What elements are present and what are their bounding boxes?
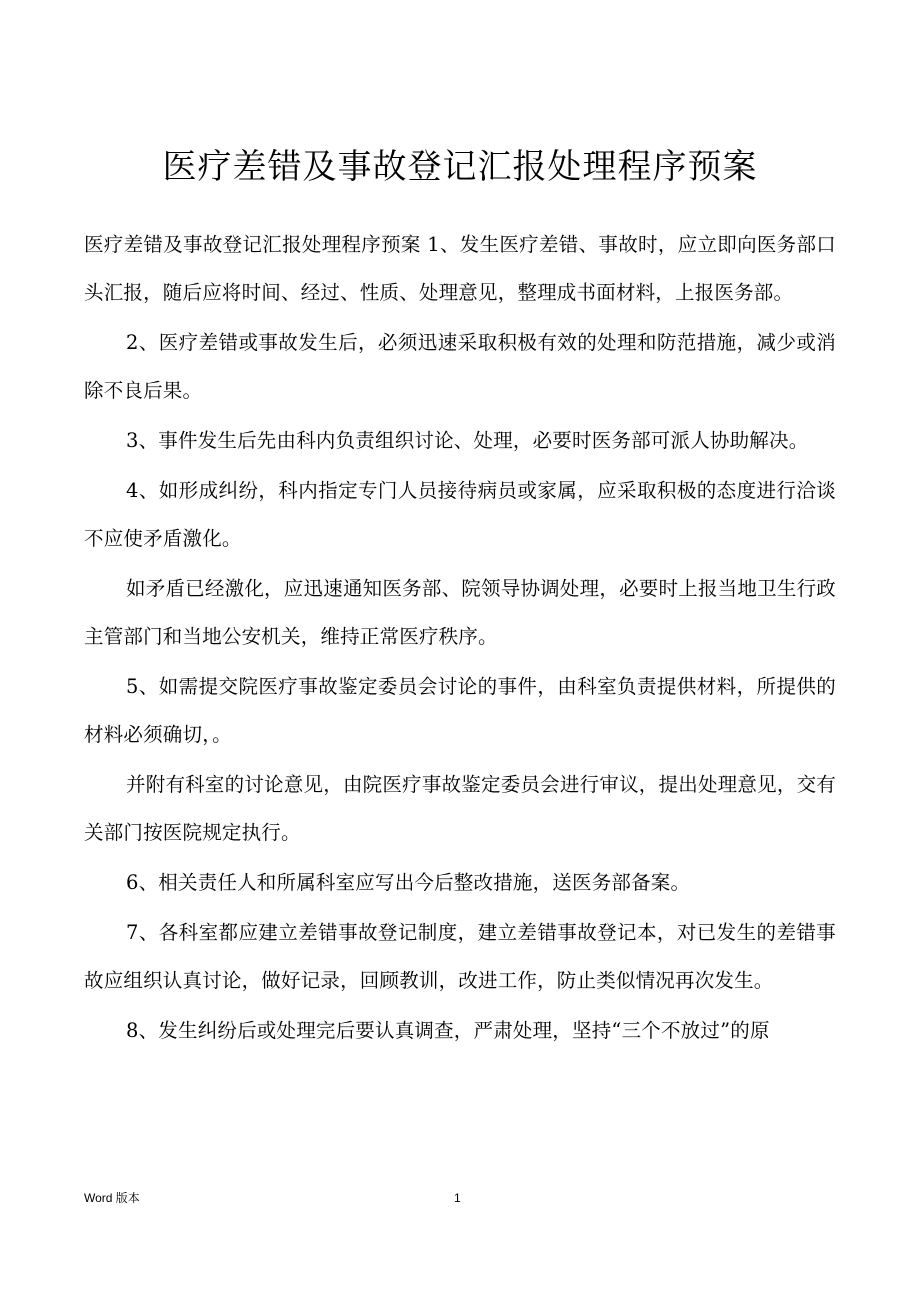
document-body: [84, 221, 836, 1057]
document-title: 医疗差错及事故登记汇报处理程序预案: [162, 147, 758, 187]
paragraph-8: 6、相关责任人和所属科室应写出今后整改措施，送医务部备案。: [126, 871, 691, 894]
paragraph-9: 7、各科室都应建立差错事故登记制度，建立差错事故登记本，对已发生的差错事故应组织认真讨论，做好记录，回顾教训，改进工作，防止类似情况再次发生。: [84, 921, 836, 992]
paragraph-7: 并附有科室的讨论意见，由院医疗事故鉴定委员会进行审议，提出处理意见，交有关部门按医院规定执行。: [84, 773, 836, 844]
paragraph-10: 8、发生纠纷后或处理完后要认真调查，严肃处理，坚持“三个不放过”的原: [126, 1019, 770, 1042]
footer-version-label: Word 版本: [84, 1191, 140, 1205]
paragraph-5: 如矛盾已经激化，应迅速通知医务部、院领导协调处理，必要时上报当地卫生行政主管部门和当地公安机关，维持正常医疗秩序。: [84, 577, 836, 648]
footer-page-number: 1: [454, 1191, 461, 1205]
paragraph-4: 4、如形成纠纷，科内指定专门人员接待病员或家属，应采取积极的态度进行洽谈不应使矛盾激化。: [84, 479, 836, 550]
paragraph-2: 2、医疗差错或事故发生后，必须迅速采取积极有效的处理和防范措施，减少或消除不良后果。: [84, 331, 836, 402]
paragraph-3: 3、事件发生后先由科内负责组织讨论、处理，必要时医务部可派人协助解决。: [126, 429, 809, 452]
paragraph-6: 5、如需提交院医疗事故鉴定委员会讨论的事件，由科室负责提供材料，所提供的材料必须确切，。: [84, 675, 836, 746]
paragraph-1: 医疗差错及事故登记汇报处理程序预案 1、发生医疗差错、事故时，应立即向医务部口头汇报，随后应将时间、经过、性质、处理意见，整理成书面材料，上报医务部。: [84, 233, 836, 304]
